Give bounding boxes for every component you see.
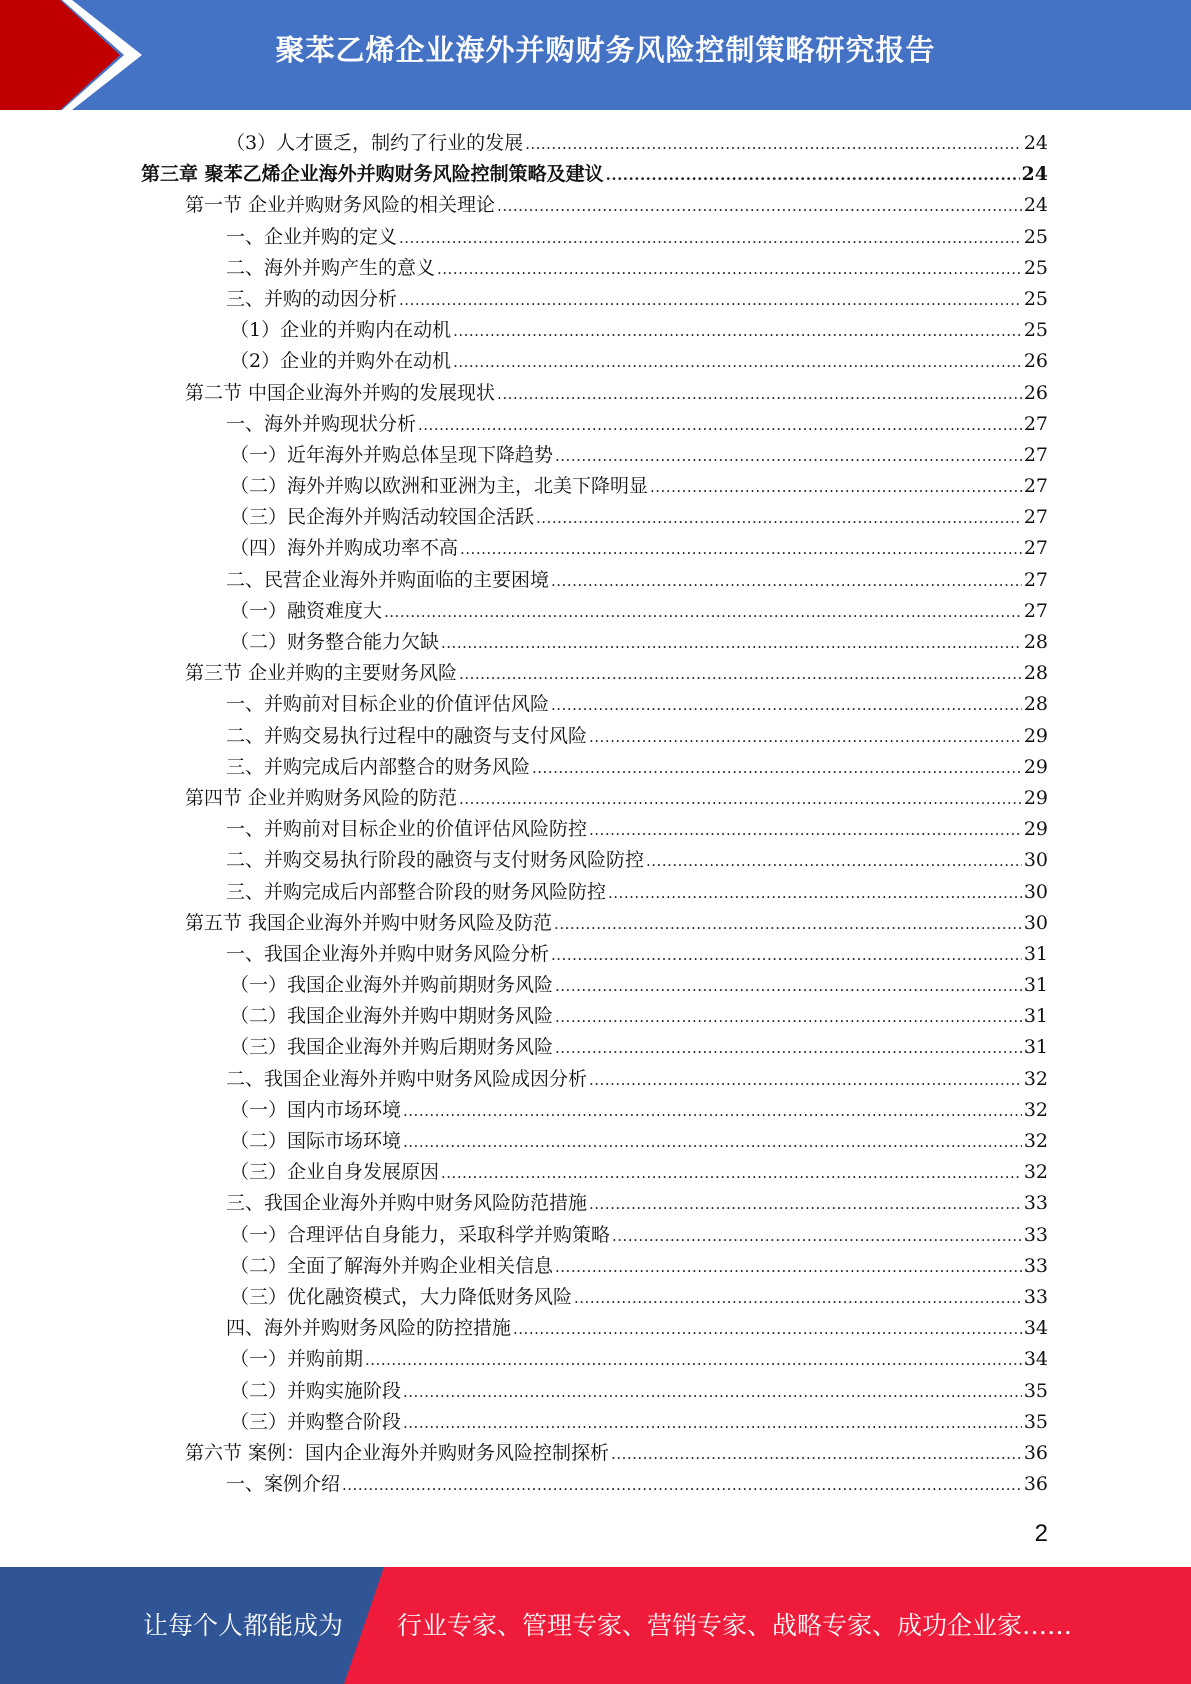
toc-entry-page: 33 [1023,1285,1048,1308]
toc-entry[interactable] [0,970,1191,1001]
toc-entry-title: （四）海外并购成功率不高 [230,537,459,560]
toc-dot-leader [459,659,1022,690]
toc-entry-title: 一、我国企业海外并购中财务风险分析 [226,942,550,965]
toc-dot-leader [551,940,1022,971]
toc-entry[interactable] [0,845,1191,876]
report-title: 聚苯乙烯企业海外并购财务风险控制策略研究报告 [275,33,936,67]
toc-dot-leader [399,223,1022,254]
toc-entry-page: 32 [1023,1130,1048,1152]
toc-entry[interactable] [0,1438,1191,1469]
toc-entry-title: 一、并购前对目标企业的价值评估风险 [226,693,550,716]
toc-dot-leader [403,1408,1022,1439]
page-header [0,0,1191,110]
toc-dot-leader [441,1158,1022,1189]
toc-entry[interactable] [0,1001,1191,1032]
toc-entry-title: 第三节 企业并购的主要财务风险 [185,662,458,685]
toc-entry[interactable] [0,471,1191,502]
toc-entry[interactable] [0,128,1191,159]
toc-entry-title: （三）并购整合阶段 [230,1410,402,1433]
toc-dot-leader [403,1377,1022,1408]
toc-entry[interactable] [0,939,1191,970]
toc-entry[interactable] [0,222,1191,253]
toc-dot-leader [612,1221,1022,1252]
toc-entry-page: 31 [1023,942,1048,965]
toc-entry-page: 27 [1023,506,1048,529]
toc-entry-title: 第五节 我国企业海外并购中财务风险及防范 [185,911,553,934]
toc-entry[interactable] [0,1251,1191,1282]
toc-dot-leader [555,971,1022,1002]
toc-dot-leader [574,1283,1022,1314]
toc-entry[interactable] [0,877,1191,908]
toc-entry-page: 26 [1023,350,1048,373]
toc-entry[interactable] [0,783,1191,814]
toc-entry-title: （三）民企海外并购活动较国企活跃 [230,506,535,529]
footer-slogan-left: 让每个人都能成为 [143,1611,344,1640]
toc-entry[interactable] [0,378,1191,409]
toc-entry[interactable] [0,908,1191,939]
toc-entry-title: 四、海外并购财务风险的防控措施 [226,1317,512,1340]
toc-entry-title: 第六节 案例：国内企业海外并购财务风险控制探析 [185,1441,610,1464]
toc-entry-title: 第二节 中国企业海外并购的发展现状 [185,381,496,404]
toc-entry[interactable] [0,1469,1191,1500]
toc-entry-page: 34 [1023,1348,1048,1371]
toc-entry[interactable] [0,1157,1191,1188]
toc-entry-page: 29 [1023,724,1048,747]
toc-dot-leader [589,815,1022,846]
toc-dot-leader [403,1127,1022,1158]
toc-entry-page: 32 [1023,1098,1048,1121]
footer-slogan-right: 行业专家、管理专家、营销专家、战略专家、成功企业家…… [397,1611,1073,1640]
toc-dot-leader [453,316,1022,347]
toc-entry-title: 二、并购交易执行阶段的融资与支付财务风险防控 [226,849,645,872]
toc-dot-leader [650,472,1022,503]
toc-entry-title: 三、并购的动因分析 [226,287,398,310]
toc-entry-page: 36 [1023,1473,1048,1496]
toc-dot-leader [497,191,1022,222]
toc-entry-page: 31 [1023,1005,1048,1028]
toc-entry-title: （二）财务整合能力欠缺 [230,631,440,653]
toc-dot-leader [418,410,1022,441]
toc-dot-leader [365,1345,1022,1376]
toc-entry-page: 30 [1023,880,1048,903]
toc-entry[interactable] [0,1282,1191,1313]
toc-entry-page: 27 [1023,443,1048,466]
toc-entry-title: 一、并购前对目标企业的价值评估风险防控 [226,818,588,841]
toc-entry-page: 29 [1023,818,1048,841]
toc-dot-leader [608,878,1022,909]
toc-entry-title: （2）企业的并购外在动机 [230,350,452,373]
toc-entry-page: 29 [1023,786,1048,809]
toc-entry-page: 25 [1023,225,1048,248]
toc-entry-page: 32 [1023,1067,1048,1090]
toc-entry[interactable] [0,658,1191,689]
toc-entry-title: 第四节 企业并购财务风险的防范 [185,786,458,809]
toc-entry[interactable] [0,721,1191,752]
toc-entry-page: 36 [1023,1441,1048,1464]
toc-entry-page: 25 [1023,319,1048,342]
toc-entry-page: 28 [1023,631,1048,653]
toc-entry-title: 二、海外并购产生的意义 [226,256,436,279]
toc-entry[interactable] [0,1032,1191,1063]
toc-entry-title: （1）企业的并购内在动机 [230,319,452,342]
toc-entry-page: 25 [1023,287,1048,310]
toc-entry-page: 30 [1023,911,1048,934]
toc-entry-title: 二、民营企业海外并购面临的主要困境 [226,568,550,591]
toc-dot-leader [589,1065,1022,1096]
toc-entry-title: 一、海外并购现状分析 [226,412,417,435]
toc-entry[interactable] [0,346,1191,377]
toc-entry-title: 三、并购完成后内部整合的财务风险 [226,755,531,778]
toc-entry-page: 25 [1023,256,1048,279]
toc-entry[interactable] [0,565,1191,596]
toc-entry-title: （二）国际市场环境 [230,1130,402,1152]
toc-entry-page: 35 [1023,1410,1048,1433]
toc-entry-page: 26 [1023,381,1048,404]
toc-entry-page: 24 [1023,194,1048,217]
toc-entry-page: 27 [1023,568,1048,591]
toc-entry-page: 33 [1023,1254,1048,1277]
toc-entry-page: 24 [1021,163,1048,186]
toc-entry-title: （一）融资难度大 [230,599,383,622]
toc-dot-leader [441,628,1022,659]
toc-entry-page: 24 [1023,132,1048,154]
toc-dot-leader [536,503,1022,534]
table-of-contents [0,128,1191,1500]
page-number: 2 [1034,1520,1048,1547]
toc-entry[interactable] [0,1095,1191,1126]
toc-entry-title: 二、我国企业海外并购中财务风险成因分析 [226,1067,588,1090]
toc-dot-leader [453,347,1022,378]
toc-dot-leader [460,534,1022,565]
toc-entry-page: 32 [1023,1161,1048,1184]
toc-dot-leader [555,1002,1022,1033]
toc-entry[interactable] [0,627,1191,658]
toc-entry[interactable] [0,1313,1191,1344]
toc-entry[interactable] [0,689,1191,720]
toc-dot-leader [589,722,1022,753]
toc-entry-title: （二）海外并购以欧洲和亚洲为主，北美下降明显 [230,475,649,498]
toc-dot-leader [497,379,1022,410]
toc-entry-title: （一）我国企业海外并购前期财务风险 [230,974,554,997]
toc-entry-title: 第三章 聚苯乙烯企业海外并购财务风险控制策略及建议 [141,163,604,186]
toc-dot-leader [551,566,1022,597]
toc-entry-title: （三）优化融资模式，大力降低财务风险 [230,1285,573,1308]
toc-entry[interactable] [0,409,1191,440]
toc-entry-page: 27 [1023,599,1048,622]
toc-entry-title: （一）近年海外并购总体呈现下降趋势 [230,443,554,466]
toc-dot-leader [399,285,1022,316]
toc-entry[interactable] [0,159,1191,190]
toc-entry[interactable] [0,440,1191,471]
toc-dot-leader [555,441,1022,472]
toc-entry-title: （二）并购实施阶段 [230,1379,402,1402]
toc-entry[interactable] [0,1220,1191,1251]
toc-dot-leader [554,909,1022,940]
toc-entry[interactable] [0,1407,1191,1438]
toc-entry[interactable] [0,190,1191,221]
toc-entry-title: 一、案例介绍 [226,1473,341,1496]
toc-entry-page: 28 [1023,662,1048,685]
toc-entry-page: 27 [1023,412,1048,435]
toc-dot-leader [611,1439,1022,1470]
toc-entry[interactable] [0,1126,1191,1157]
toc-dot-leader [551,690,1022,721]
toc-entry[interactable] [0,1376,1191,1407]
toc-entry-page: 31 [1023,1036,1048,1059]
toc-entry-page: 35 [1023,1379,1048,1402]
toc-dot-leader [525,129,1022,160]
toc-entry[interactable] [0,1188,1191,1219]
toc-entry-page: 33 [1023,1223,1048,1246]
toc-dot-leader [589,1189,1022,1220]
toc-entry[interactable] [0,596,1191,627]
toc-entry-title: （一）并购前期 [230,1348,364,1371]
toc-dot-leader [459,784,1022,815]
toc-entry-page: 34 [1023,1317,1048,1340]
toc-entry-page: 27 [1023,537,1048,560]
toc-entry-title: （二）全面了解海外并购企业相关信息 [230,1254,554,1277]
toc-dot-leader [342,1470,1022,1501]
toc-entry[interactable] [0,1344,1191,1375]
toc-dot-leader [437,254,1022,285]
toc-entry-title: 三、并购完成后内部整合阶段的财务风险防控 [226,880,607,903]
toc-entry-title: （二）我国企业海外并购中期财务风险 [230,1005,554,1028]
toc-entry-page: 29 [1023,755,1048,778]
toc-dot-leader [555,1252,1022,1283]
toc-entry-title: 三、我国企业海外并购中财务风险防范措施 [226,1192,588,1215]
toc-entry-page: 30 [1023,849,1048,872]
toc-entry-title: （三）我国企业海外并购后期财务风险 [230,1036,554,1059]
toc-entry-page: 33 [1023,1192,1048,1215]
toc-entry[interactable] [0,284,1191,315]
toc-dot-leader [513,1314,1022,1345]
page-footer [0,1567,1191,1684]
toc-entry[interactable] [0,814,1191,845]
toc-dot-leader [532,753,1022,784]
toc-entry[interactable] [0,502,1191,533]
toc-dot-leader [646,846,1022,877]
toc-dot-leader [403,1096,1022,1127]
toc-entry-title: （三）企业自身发展原因 [230,1161,440,1184]
toc-entry-page: 27 [1023,475,1048,498]
toc-entry[interactable] [0,752,1191,783]
toc-entry-page: 31 [1023,974,1048,997]
toc-entry[interactable] [0,1064,1191,1095]
toc-dot-leader [606,160,1020,191]
toc-entry-title: 第一节 企业并购财务风险的相关理论 [185,194,496,217]
toc-entry-title: （3）人才匮乏，制约了行业的发展 [226,132,524,154]
toc-dot-leader [384,597,1022,628]
toc-entry[interactable] [0,253,1191,284]
toc-entry-title: （一）国内市场环境 [230,1098,402,1121]
toc-dot-leader [555,1033,1022,1064]
toc-entry-title: （一）合理评估自身能力，采取科学并购策略 [230,1223,611,1246]
toc-entry[interactable] [0,315,1191,346]
toc-entry-title: 一、企业并购的定义 [226,225,398,248]
toc-entry-title: 二、并购交易执行过程中的融资与支付风险 [226,724,588,747]
toc-entry[interactable] [0,533,1191,564]
toc-entry-page: 28 [1023,693,1048,716]
